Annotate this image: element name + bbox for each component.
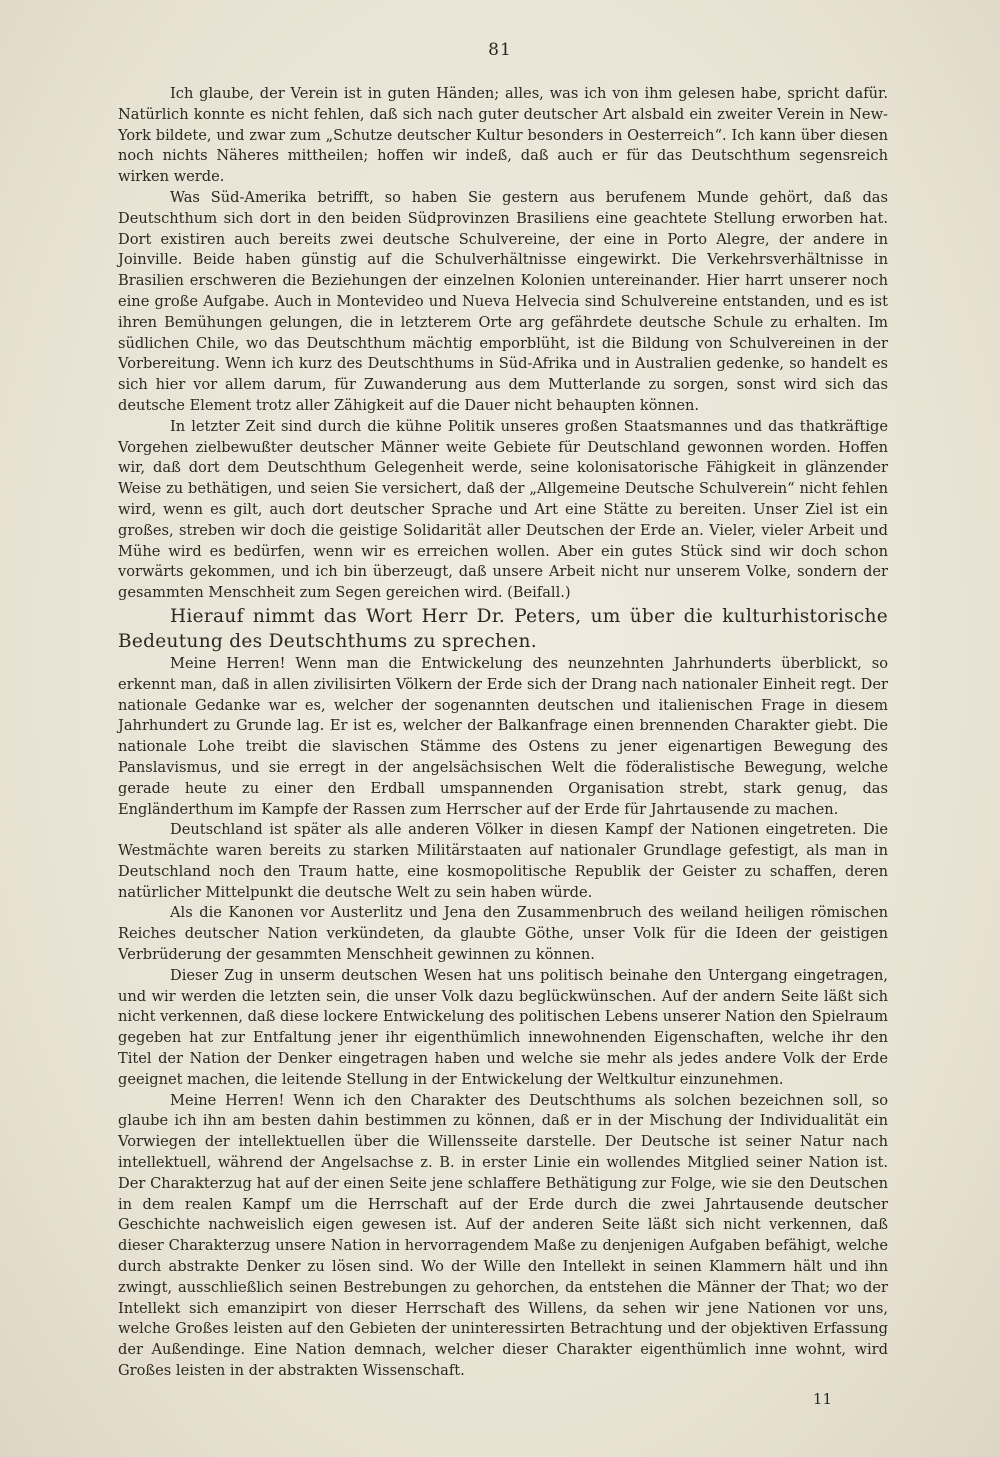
- paragraph: Als die Kanonen vor Austerlitz und Jena den Zusammenbruch des weiland heiligen römischen Reiches deutscher Nation verkündeten, da glaubte Göthe, unser Volk für die Ideen der geistigen Verbrüderung der gesammten Menschheit gewinnen zu können.: [118, 904, 888, 964]
- page-body: [118, 84, 888, 1382]
- page-number: 81: [488, 40, 512, 60]
- paragraph: Ich glaube, der Verein ist in guten Händen; alles, was ich von ihm gelesen habe, spricht dafür. Natürlich konnte es nicht fehlen, daß sich nach guter deutscher Art alsbald ein zweiter Verein in New-York bildete, und zwar zum „Schutze deutscher Kultur besonders in Oesterreich“. Ich kann über diesen noch nichts Näheres mittheilen; hoffen wir indeß, daß auch er für das Deutschthum segensreich wirken werde.: [118, 85, 888, 186]
- section-heading: Hierauf nimmt das Wort Herr Dr. Peters, um über die kulturhistorische Bedeutung des Deutschthums zu sprechen.: [118, 605, 888, 652]
- paragraph: In letzter Zeit sind durch die kühne Politik unseres großen Staatsmannes und das thatkräftige Vorgehen zielbewußter deutscher Männer weite Gebiete für Deutschland gewonnen worden. Hoffen wir, daß dort dem Deutschthum Gelegenheit werde, seine kolonisatorische Fähigkeit in glänzender Weise zu bethätigen, und seien Sie versichert, daß der „Allgemeine Deutsche Schulverein“ nicht fehlen wird, wenn es gilt, auch dort deutscher Sprache und Art eine Stätte zu bereiten. Unser Ziel ist ein großes, streben wir doch die geistige Solidarität aller Deutschen der Erde an. Vieler, vieler Arbeit und Mühe wird es bedürfen, wenn wir es erreichen wollen. Aber ein gutes Stück sind wir doch schon vorwärts gekommen, und ich bin überzeugt, daß unsere Arbeit nicht nur unserem Volke, sondern der gesammten Menschheit zum Segen gereichen wird. (Beifall.): [118, 417, 888, 602]
- paragraph: Meine Herren! Wenn man die Entwickelung des neunzehnten Jahrhunderts überblickt, so erkennt man, daß in allen zivilisirten Völkern der Erde sich der Drang nach nationaler Einheit regt. Der nationale Gedanke war es, welcher der sogenannten deutschen und italienischen Frage in diesem Jahrhundert zu Grunde lag. Er ist es, welcher der Balkanfrage einen brennenden Charakter giebt. Die nationale Lohe treibt die slavischen Stämme des Ostens zu jener eigenartigen Bewegung des Panslavismus, und sie erregt in der angelsächsischen Welt die föderalistische Bewegung, welche gerade heute zu einer den Erdball umspannenden Organisation strebt, stark genug, das Engländerthum im Kampfe der Rassen zum Herrscher auf der Erde für Jahrtausende zu machen.: [118, 654, 888, 818]
- paragraph: Deutschland ist später als alle anderen Völker in diesen Kampf der Nationen eingetreten. Die Westmächte waren bereits zu starken Militärstaaten auf nationaler Grundlage gefestigt, als man in Deutschland noch den Traum hatte, eine kosmopolitische Republik der Geister zu schaffen, deren natürlicher Mittelpunkt die deutsche Welt zu sein haben würde.: [118, 821, 888, 901]
- paragraph: Was Süd-Amerika betrifft, so haben Sie gestern aus berufenem Munde gehört, daß das Deutschthum sich dort in den beiden Südprovinzen Brasiliens eine geachtete Stellung erworben hat. Dort existiren auch bereits zwei deutsche Schulvereine, der eine in Porto Alegre, der andere in Joinville. Beide haben günstig auf die Schulverhältnisse eingewirkt. Die Verkehrsverhältnisse in Brasilien erschweren die Beziehungen der einzelnen Kolonien untereinander. Hier harrt unserer noch eine große Aufgabe. Auch in Montevideo und Nueva Helvecia sind Schulvereine entstanden, und es ist ihren Bemühungen gelungen, die in letzterem Orte arg gefährdete deutsche Schule zu erhalten. Im südlichen Chile, wo das Deutschthum mächtig emporblüht, ist die Bildung von Schulvereinen in der Vorbereitung. Wenn ich kurz des Deutschthums in Süd-Afrika und in Australien gedenke, so handelt es sich hier vor allem darum, für Zuwanderung aus dem Mutterlande zu sorgen, sonst wird sich das deutsche Element trotz aller Zähigkeit auf die Dauer nicht behaupten können.: [118, 188, 888, 414]
- paragraph: Meine Herren! Wenn ich den Charakter des Deutschthums als solchen bezeichnen soll, so glaube ich ihn am besten dahin bestimmen zu können, daß er in der Mischung der Individualität ein Vorwiegen der intellektuellen über die Willensseite darstelle. Der Deutsche ist seiner Natur nach intellektuell, während der Angelsachse z. B. in erster Linie ein wollendes Mitglied seiner Nation ist. Der Charakterzug hat auf der einen Seite jene schlaffere Bethätigung zur Folge, wie sie den Deutschen in dem realen Kampf um die Herrschaft auf der Erde durch die zwei Jahrtausende deutscher Geschichte nachweislich eigen gewesen ist. Auf der anderen Seite läßt sich nicht verkennen, daß dieser Charakterzug unsere Nation in hervorragendem Maße zu denjenigen Aufgaben befähigt, welche durch abstrakte Denker zu lösen sind. Wo der Wille den Intellekt in seinen Klammern hält und ihn zwingt, ausschließlich seinen Bestrebungen zu gehorchen, da entstehen die Männer der That; wo der Intellekt sich emanzipirt von dieser Herrschaft des Willens, da sehen wir jene Nationen vor uns, welche Großes leisten auf den Gebieten der uninteressirten Betrachtung und der objektiven Erfassung der Außendinge. Eine Nation demnach, welcher dieser Charakter eigenthümlich inne wohnt, wird Großes leisten in der abstrakten Wissenschaft.: [118, 1091, 888, 1380]
- signature-mark: 11: [812, 1390, 832, 1408]
- paragraph: Dieser Zug in unserm deutschen Wesen hat uns politisch beinahe den Untergang eingetragen, und wir werden die letzten sein, die unser Volk dazu beglückwünschen. Auf der andern Seite läßt sich nicht verkennen, daß diese lockere Entwickelung des politischen Lebens unserer Nation den Spielraum gegeben hat zur Entfaltung jener ihr eigenthümlich innewohnenden Eigenschaften, welche ihr den Titel der Nation der Denker eingetragen haben und welche sie mehr als jedes andere Volk der Erde geeignet machen, die leitende Stellung in der Entwickelung der Weltkultur einzunehmen.: [118, 966, 888, 1088]
